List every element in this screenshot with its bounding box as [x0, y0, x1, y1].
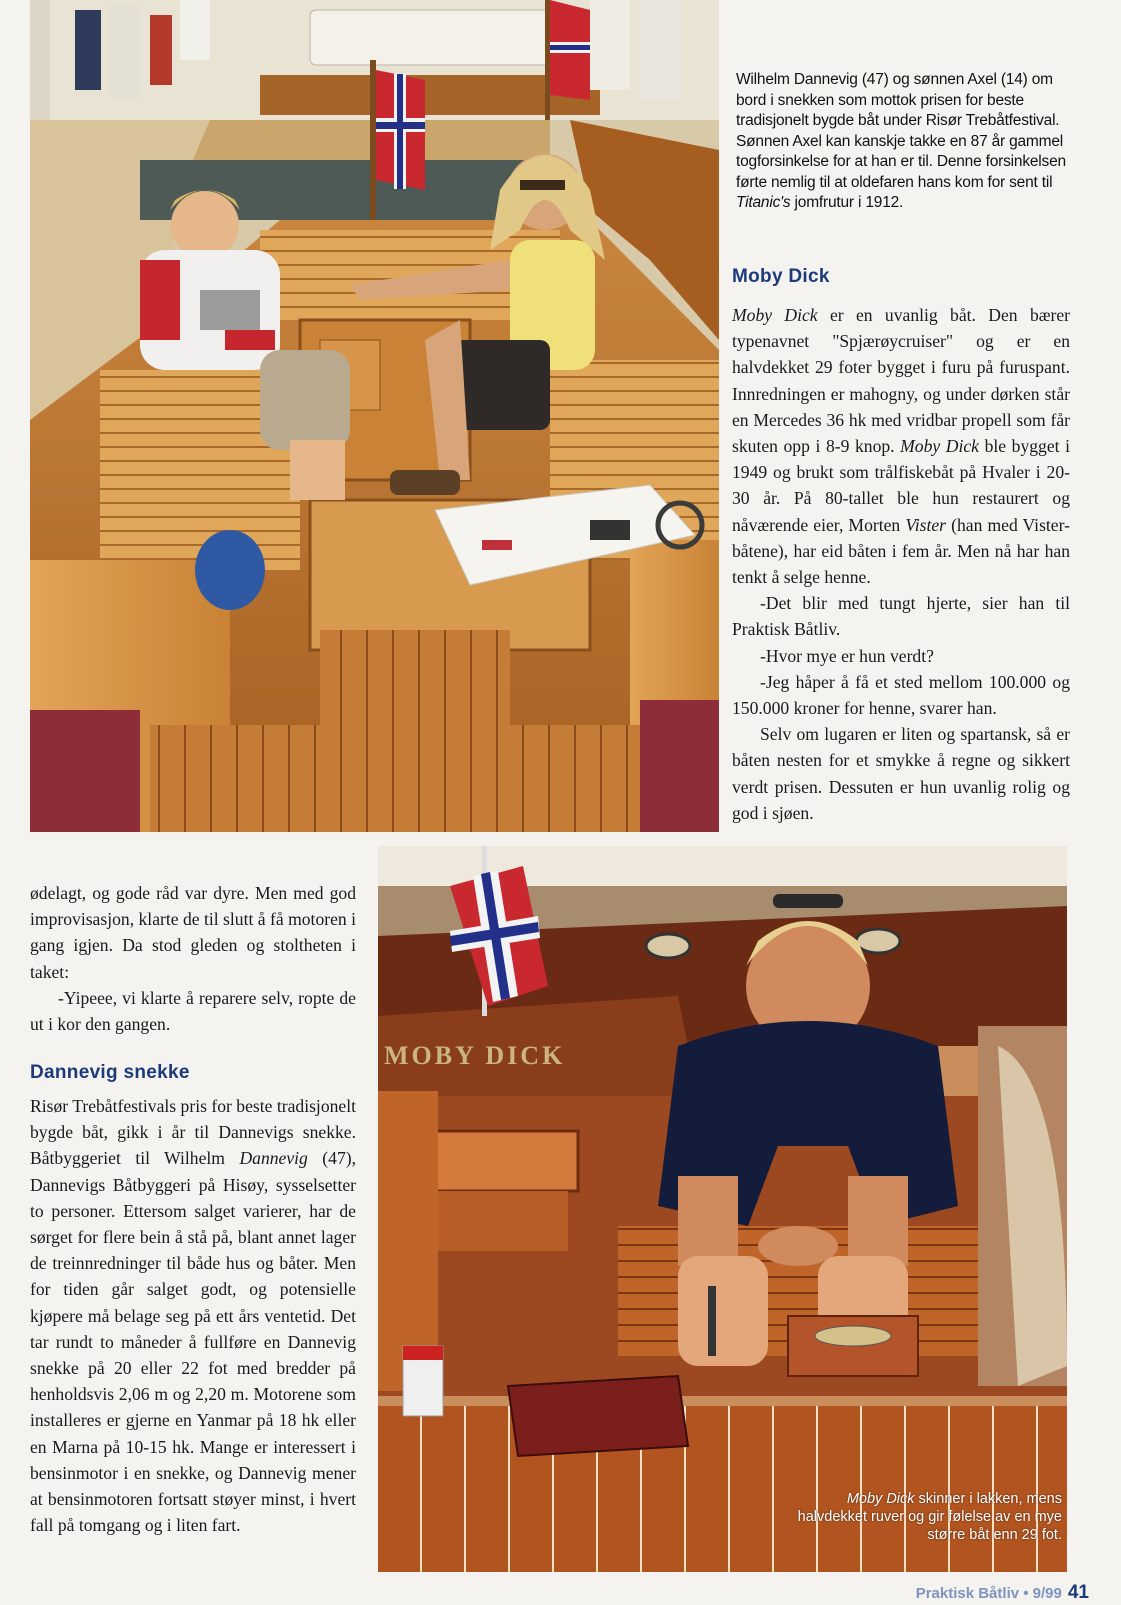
italic-boat-name: Moby Dick — [732, 305, 818, 325]
magazine-issue: Praktisk Båtliv • 9/99 — [915, 1585, 1062, 1602]
photo-dannevig-snekke — [30, 0, 719, 832]
paragraph-moby-5: Selv om lugaren er liten og spartansk, så er båten nesten for et smykke å regne og sikkert verdt prisen. Dessuten er hun uvanlig rolig og god i sjøen. — [732, 724, 1070, 823]
paragraph-text: (han med Vister-båtene), har eid båten i fem år. Men nå har han tenkt å selge henne. — [732, 514, 1070, 588]
caption-bottom-text: skinner i lakken, mens halvdekket ruver og gir følelse av en mye større båt enn 29 fot. — [797, 1491, 1062, 1543]
page-footer — [916, 1582, 1089, 1604]
paragraph-text: er en uvanlig båt. Den bærer typenavnet "Spjærøycruiser" og er en halvdekket 29 foter bygget i furu på furuspant. Innredningen er mahogny, og under dørken står en Mercedes 36 hk med vridbar propell som får skuten opp i 8-9 knop. — [732, 305, 1071, 457]
section-heading-moby-dick: Moby Dick — [732, 266, 830, 287]
caption-bottom-italic: Moby Dick — [846, 1491, 915, 1507]
caption-top-text-2: jomfrutur i 1912. — [790, 194, 904, 211]
paragraph-left-1: ødelagt, og gode råd var dyre. Men med god improvisasjon, klarte de til slutt å få motoren i gang igjen. Da stod gleden og stoltheten i taket: — [30, 883, 356, 982]
photo-moby-dick-illustration — [378, 846, 1067, 1572]
paragraph-text: (47), Dannevigs Båtbyggeri på Hisøy, sysselsetter to personer. Ettersom salget varierer, har de sørget for flere bein å stå på, blant annet lager de treinnredninger til både hus og båter. Men for tiden går salget godt, og potensielle kjøpere må belage seg på ett års ventetid. Det tar rundt to måneder å fullføre en Dannevig snekke på 20 eller 22 fot med bredder på henholdsvis 2,06 m og 2,20 m. Motorene som installeres er gjerne en Yanmar på 18 hk eller en Marna på 10-15 hk. Mange er interessert i bensinmotor i en snekke, og Dannevig mener at bensinmotoren fortsatt støyer minst, i hvert fall på tomgang og i liten fart. — [30, 1148, 357, 1536]
photo-dannevig-illustration — [30, 0, 719, 832]
paragraph-moby-4: -Jeg håper å få et sted mellom 100.000 og 150.000 kroner for henne, svarer han. — [732, 671, 1070, 719]
article-column-left-top — [30, 880, 356, 1037]
paragraph-text: Risør Trebåtfestivals pris for beste tradisjonelt bygde båt, gikk i år til Dannevigs snekke. Båtbyggeriet til Wilhelm — [30, 1096, 356, 1169]
hull-name-label: MOBY DICK — [384, 1041, 566, 1070]
caption-top-italic: Titanic's — [736, 194, 791, 211]
paragraph-moby-2: -Det blir med tungt hjerte, sier han til Praktisk Båtliv. — [732, 593, 1070, 640]
italic-builder-name: Dannevig — [239, 1148, 308, 1169]
page-number: 41 — [1067, 1582, 1089, 1603]
article-column-moby-dick — [732, 302, 1070, 826]
photo-caption-top — [736, 70, 1076, 214]
paragraph-text: ble bygget i 1949 og brukt som trålfiskebåt på Hvaler i 20-30 år. På 80-tallet ble hun restaurert og nåværende eier, Morten — [732, 436, 1070, 535]
italic-boat-name: Moby Dick — [900, 436, 979, 457]
paragraph-moby-1 — [732, 302, 1070, 590]
section-heading-dannevig-snekke: Dannevig snekke — [30, 1062, 190, 1083]
italic-owner-name: Vister — [905, 514, 947, 535]
caption-top-text-1: Wilhelm Dannevig (47) og sønnen Axel (14) om bord i snekken som mottok prisen for beste tradisjonelt bygde båt under Risør Trebåtfestival. Sønnen Axel kan kanskje takke en 87 år gammel togforsinkelse for at han er til. Denne forsinkelsen førte nemlig til at oldefaren hans kom for sent til — [736, 71, 1066, 191]
photo-caption-bottom — [790, 1490, 1062, 1544]
photo-moby-dick — [378, 846, 1067, 1572]
paragraph-dannevig-1 — [30, 1093, 356, 1538]
paragraph-moby-3: -Hvor mye er hun verdt? — [760, 645, 934, 666]
article-column-dannevig — [30, 1093, 356, 1538]
paragraph-left-2: -Yipeee, vi klarte å reparere selv, ropte de ut i kor den gangen. — [30, 987, 356, 1035]
